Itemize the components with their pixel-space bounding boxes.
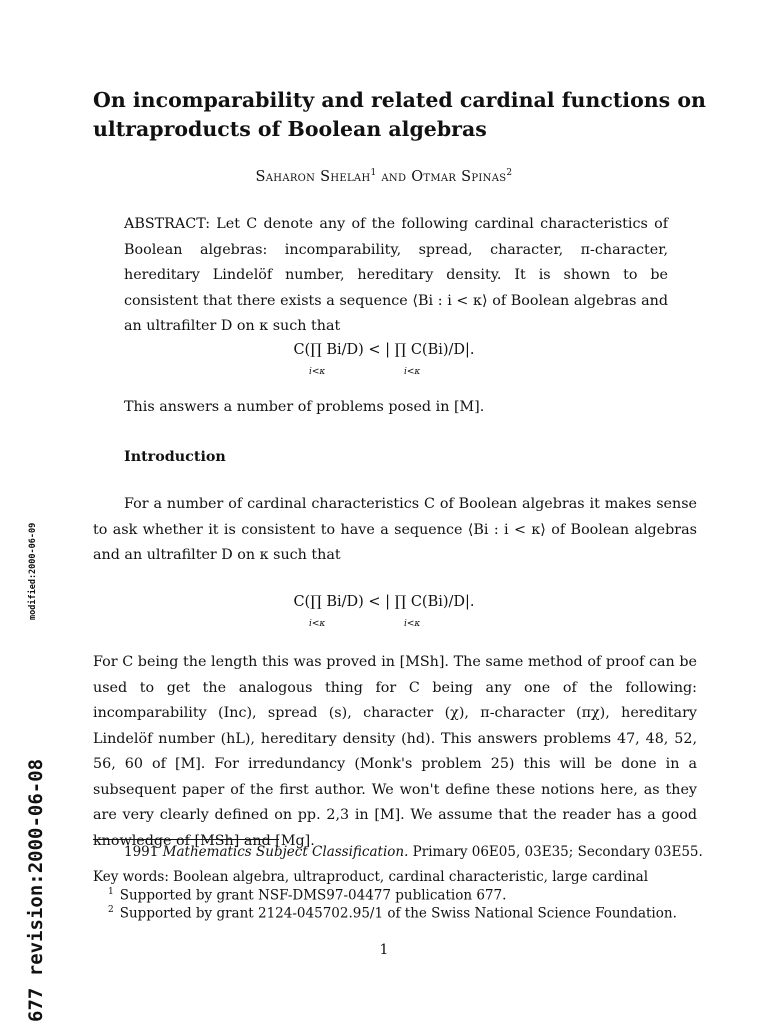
author-2-mark: 2: [506, 168, 513, 178]
formula-1-sub-b: i<κ: [404, 367, 421, 377]
footnote-2-text: Supported by grant 2124-045702.95/1 of the Swiss National Science Foundation.: [119, 905, 677, 922]
display-formula-1: [0, 340, 768, 377]
body-paragraph: For C being the length this was proved in [MSh]. The same method of proof can be used to get the analogous thing for C being any one of the following: incomparability (Inc), spread (s), character (χ), π-character (πχ), hereditary Lindelöf number (hL), hereditary density (hd). This answers problems 47, 48, 52, 56, 60 of [M]. For irredundancy (Monk's problem 25) this will be done in a subsequent paper of the first author. We won't define these notions here, as they are very clearly defined on pp. 2,3 in [M]. We assume that the reader has a good knowledge of [MSh] and [Mg].: [93, 654, 697, 849]
msc-footnote: [124, 844, 704, 860]
authors-and: and: [376, 168, 412, 185]
footnote-2: [108, 905, 708, 922]
intro-paragraph-text: For a number of cardinal characteristics C of Boolean algebras it makes sense to ask whether it is consistent to have a sequence ⟨Bi : i < κ⟩ of Boolean algebras and an ultrafilter D on κ such that: [93, 496, 697, 563]
paper-title: On incomparability and related cardinal functions on ultraproducts of Boolean algebras: [93, 88, 706, 141]
author-1: Saharon Shelah: [255, 168, 371, 185]
keywords-footnote: Key words: Boolean algebra, ultraproduct, cardinal characteristic, large cardinal: [93, 869, 649, 885]
formula-1-sub-a: i<κ: [309, 367, 326, 377]
footnote-1-mark: 1: [108, 887, 114, 897]
formula-2-sub-b: i<κ: [404, 619, 421, 629]
authors-line: [0, 168, 768, 185]
side-revision-stamp: 677 revision:2000-06-08: [25, 758, 47, 1022]
msc-year: 1991: [124, 844, 163, 860]
msc-label: Mathematics Subject Classification.: [162, 844, 409, 860]
footnote-rule: [93, 839, 279, 840]
page-number: 1: [379, 942, 389, 958]
formula-1-body: C(∏ Bi/D) < | ∏ C(Bi)/D|.: [293, 342, 475, 358]
footnote-1: [108, 887, 708, 904]
author-1-mark: 1: [370, 168, 377, 178]
footnote-2-mark: 2: [108, 905, 114, 915]
msc-codes: Primary 06E05, 03E35; Secondary 03E55.: [408, 844, 703, 860]
formula-2-sub-a: i<κ: [309, 619, 326, 629]
section-heading-introduction: Introduction: [124, 449, 226, 465]
side-modified-stamp: modified:2000-06-09: [28, 522, 38, 620]
abstract: ABSTRACT: Let C denote any of the following cardinal characteristics of Boolean algebras: incomparability, spread, character, π-character, hereditary Lindelöf number, hereditary density. It is shown to be consistent that there exists a sequence ⟨Bi : i < κ⟩ of Boolean algebras and an ultrafilter D on κ such that: [124, 216, 668, 334]
author-2: Otmar Spinas: [411, 168, 507, 185]
abstract-closing: This answers a number of problems posed in [M].: [124, 399, 485, 415]
display-formula-2: [0, 592, 768, 629]
footnote-1-text: Supported by grant NSF-DMS97-04477 publication 677.: [119, 887, 507, 904]
formula-2-body: C(∏ Bi/D) < | ∏ C(Bi)/D|.: [293, 594, 475, 610]
intro-paragraph: [93, 492, 697, 569]
